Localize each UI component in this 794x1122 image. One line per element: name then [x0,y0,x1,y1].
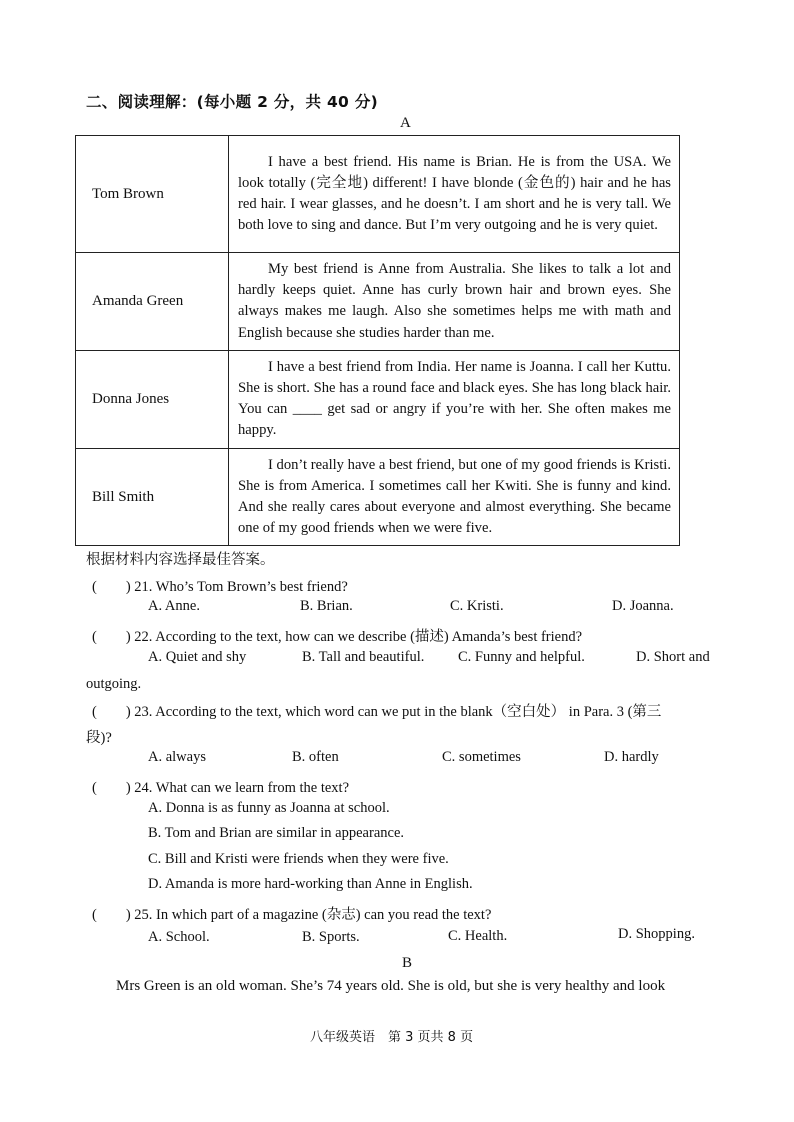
option-continuation: outgoing. [86,676,142,692]
person-name: Bill Smith [76,448,229,546]
table-row [76,350,680,448]
question-stem: ( ) 25. In which part of a magazine (杂志) can you read the text? [92,907,492,923]
passage-text: I have a best friend. His name is Brian. He is from the USA. We look totally (完全地) different! I have blonde (金色的) hair and he has red hair. I wear glasses, and he doesn’t. I am short and he is very tall. We both love to sing and dance. But I’m very outgoing and he is very quiet. [229,136,680,253]
passage-table [75,135,680,546]
instruction: 根据材料内容选择最佳答案。 [86,552,275,568]
passage-text: My best friend is Anne from Australia. She likes to talk a lot and hardly keeps quiet. Anne has curly brown hair and brown eyes. She always makes me laugh. Also she sometimes helps me with math and English because she studies harder than me. [229,253,680,351]
option: A. School. [148,929,210,945]
option: A. Donna is as funny as Joanna at school. [148,800,390,816]
option: A. Anne. [148,598,200,614]
option: C. Health. [448,928,508,944]
option: C. sometimes [442,749,521,765]
option: D. Shopping. [618,926,695,942]
question-stem: ( ) 24. What can we learn from the text? [92,780,350,796]
option: D. Joanna. [612,598,674,614]
option: B. Tall and beautiful. [302,649,425,665]
part-b-label: B [402,955,413,971]
table-row [76,136,680,253]
passage-b-text: Mrs Green is an old woman. She’s 74 years old. She is old, but she is very healthy and look [116,978,666,994]
person-name: Tom Brown [76,136,229,253]
part-a-label: A [400,115,411,131]
option: A. Quiet and shy [148,649,247,665]
option: A. always [148,749,206,765]
person-name: Amanda Green [76,253,229,351]
option: B. Sports. [302,929,360,945]
passage-text: I have a best friend from India. Her name is Joanna. I call her Kuttu. She is short. She has a round face and black eyes. She has long black hair. You can ____ get sad or angry if you’re with her. She often makes me happy. [229,350,680,448]
passage-text: I don’t really have a best friend, but one of my good friends is Kristi. She is from America. I sometimes call her Kwiti. She is funny and kind. And she really cares about everyone and almost everything. She became one of my good friends when we were five. [229,448,680,546]
person-name: Donna Jones [76,350,229,448]
option: C. Funny and helpful. [458,649,585,665]
section-heading: 二、阅读理解：(每小题 2 分，共 40 分) [86,93,379,111]
question-stem: ( ) 23. According to the text, which word can we put in the blank（空白处） in Para. 3 (第三 [92,704,662,720]
option: B. Brian. [300,598,353,614]
question-stem: ( ) 22. According to the text, how can we describe (描述) Amanda’s best friend? [92,629,583,645]
option: B. often [292,749,339,765]
option: C. Kristi. [450,598,504,614]
option: D. hardly [604,749,659,765]
option: D. Short and [636,649,710,665]
table-row [76,448,680,546]
page-footer: 八年级英语 第 3 页共 8 页 [310,1030,474,1045]
question-stem-continuation: 段)? [86,730,112,746]
question-stem: ( ) 21. Who’s Tom Brown’s best friend? [92,579,348,595]
option: D. Amanda is more hard-working than Anne in English. [148,876,473,892]
table-row [76,253,680,351]
option: B. Tom and Brian are similar in appearance. [148,825,405,841]
option: C. Bill and Kristi were friends when they were five. [148,851,449,867]
